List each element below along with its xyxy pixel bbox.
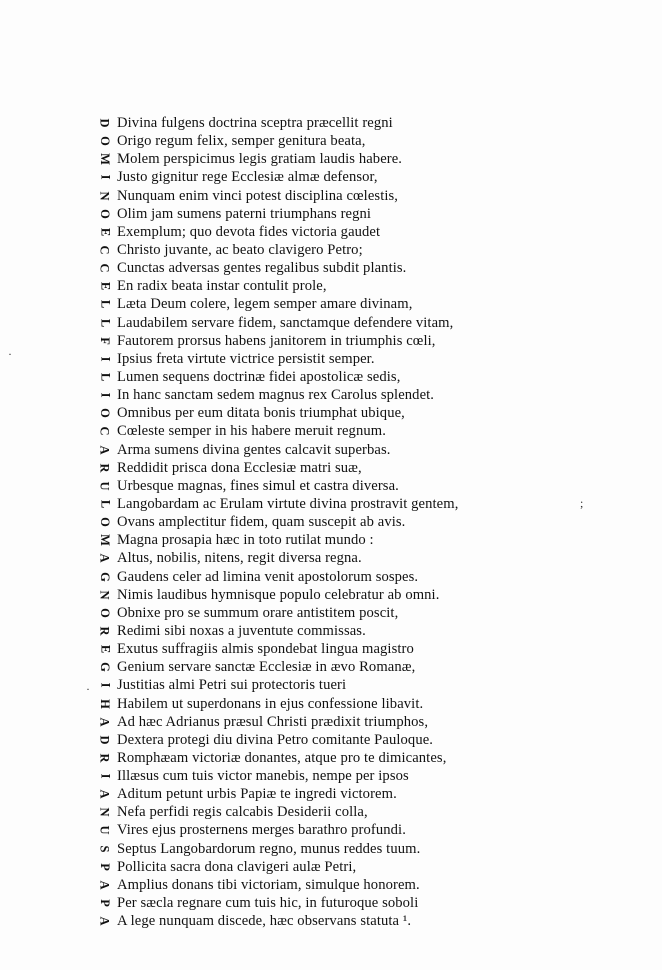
verse-text: Per sæcla regnare cum tuis hic, in futuroque soboli [117,895,419,912]
verse-line [93,150,653,168]
acrostic-letter-glyph: A [98,789,113,799]
verse-line [93,513,653,531]
acrostic-letter [93,531,117,549]
acrostic-letter [93,912,117,930]
verse-text: Ipsius freta virtute victrice persistit semper. [117,350,375,367]
verse-line [93,695,653,713]
acrostic-letter [93,241,117,259]
acrostic-letter-glyph: M [98,534,113,547]
acrostic-letter [93,350,117,368]
verse-text: Exutus suffragiis almis spondebat lingua magistro [117,641,414,658]
acrostic-letter-glyph: A [98,553,113,564]
acrostic-letter [93,894,117,912]
acrostic-letter [93,422,117,440]
acrostic-letter [93,168,117,186]
acrostic-letter-glyph: A [98,445,113,455]
verse-text: Amplius donans tibi victoriam, simulque honorem. [117,876,420,893]
verse-line [93,477,653,495]
acrostic-letter-glyph: R [98,753,113,763]
verse-text: Origo regum felix, semper genitura beata, [117,133,366,150]
verse-line [93,876,653,894]
verse-line [93,259,653,277]
acrostic-letter-glyph: I [98,773,113,779]
verse-text: Genium servare sanctæ Ecclesiæ in ævo Romanæ, [117,659,416,676]
margin-mark: · [8,347,12,361]
verse-line [93,676,653,694]
verse-line [93,731,653,749]
verse-line [93,132,653,150]
verse-text: Gaudens celer ad limina venit apostolorum sospes. [117,568,419,585]
acrostic-letter-glyph: U [98,481,113,491]
acrostic-letter-glyph: D [98,735,113,745]
verse-text: Redimi sibi noxas a juventute commissas. [117,622,366,639]
verse-text: Molem perspicimus legis gratiam laudis habere. [117,151,403,168]
verse-text: Vires ejus prosternens merges barathro profundi. [117,822,406,839]
verse-line [93,422,653,440]
verse-line [93,640,653,658]
verse-line [93,441,653,459]
acrostic-letter-glyph: I [98,175,113,180]
acrostic-letter-glyph: G [98,571,113,582]
verse-line [93,749,653,767]
verse-text: Ovans amplectitur fidem, quam suscepit ab avis. [117,514,406,531]
verse-text: Obnixe pro se summum orare antistitem poscit, [117,604,399,621]
verse-text: Habilem ut superdonans in ejus confessione libavit. [117,695,424,712]
verse-text: En radix beata instar contulit prole, [117,278,327,295]
verse-line [93,586,653,604]
acrostic-letter [93,314,117,332]
acrostic-letter-glyph: L [98,300,113,309]
acrostic-letter [93,205,117,223]
acrostic-letter [93,187,117,205]
verse-text: A lege nunquam discede, hæc observans statuta ¹. [117,913,412,930]
acrostic-letter-glyph: P [98,899,113,907]
acrostic-letter-glyph: O [98,607,113,618]
verse-text: Fautorem prorsus habens janitorem in triumphis cœli, [117,332,436,349]
verse-line [93,658,653,676]
acrostic-poem [93,114,653,930]
verse-text: Urbesque magnas, fines simul et castra diversa. [117,477,399,494]
acrostic-letter-glyph: D [98,118,113,128]
acrostic-letter [93,404,117,422]
verse-text: Olim jam sumens paterni triumphans regni [117,205,372,222]
acrostic-letter-glyph: F [98,336,113,345]
acrostic-letter-glyph: E [98,644,113,654]
acrostic-letter [93,767,117,785]
verse-line [93,840,653,858]
verse-text: Nefa perfidi regis calcabis Desiderii colla, [117,804,368,821]
verse-text: Omnibus per eum ditata bonis triumphat ubique, [117,405,405,422]
acrostic-letter [93,658,117,676]
acrostic-letter-glyph: S [98,845,113,853]
verse-line [93,622,653,640]
acrostic-letter-glyph: C [98,245,113,255]
margin-mark: · [86,682,90,696]
acrostic-letter [93,549,117,567]
acrostic-letter [93,259,117,277]
verse-text: Læta Deum colere, legem semper amare divinam, [117,296,413,313]
verse-text: Arma sumens divina gentes calcavit superbas. [117,441,391,458]
acrostic-letter-glyph: M [98,153,113,166]
acrostic-letter-glyph: A [98,717,113,727]
acrostic-letter [93,749,117,767]
acrostic-letter [93,223,117,241]
verse-text: Exemplum; quo devota fides victoria gaudet [117,223,381,240]
acrostic-letter [93,368,117,386]
acrostic-letter-glyph: O [98,408,113,419]
acrostic-letter-glyph: O [98,208,113,219]
acrostic-letter [93,459,117,477]
acrostic-letter-glyph: L [98,372,113,382]
acrostic-letter [93,876,117,894]
acrostic-letter [93,695,117,713]
acrostic-letter-glyph: A [98,880,113,890]
verse-line [93,803,653,821]
verse-text: Ad hæc Adrianus præsul Christi prædixit triumphos, [117,713,429,730]
verse-text: Altus, nobilis, nitens, regit diversa regna. [117,550,362,567]
verse-line [93,912,653,930]
verse-line [93,277,653,295]
verse-line [93,295,653,313]
acrostic-letter-glyph: L [98,499,113,509]
verse-line [93,894,653,912]
verse-line [93,368,653,386]
acrostic-letter [93,295,117,313]
acrostic-letter [93,803,117,821]
verse-text: Langobardam ac Erulam virtute divina prostravit gentem, [117,495,459,512]
verse-text: In hanc sanctam sedem magnus rex Carolus splendet. [117,387,435,404]
verse-text: Cœleste semper in his habere meruit regnum. [117,423,386,440]
verse-line [93,495,653,513]
verse-text: Dextera protegi diu divina Petro comitante Pauloque. [117,731,434,748]
acrostic-letter [93,676,117,694]
acrostic-letter [93,150,117,168]
acrostic-letter [93,640,117,658]
acrostic-letter [93,731,117,749]
acrostic-letter-glyph: I [98,682,113,688]
verse-text: Lumen sequens doctrinæ fidei apostolicæ sedis, [117,368,401,385]
acrostic-letter-glyph: I [98,392,113,398]
verse-line [93,767,653,785]
acrostic-letter-glyph: C [98,426,113,437]
acrostic-letter-glyph: N [98,191,113,201]
acrostic-letter [93,568,117,586]
acrostic-letter-glyph: R [98,626,113,636]
verse-text: Laudabilem servare fidem, sanctamque defendere vitam, [117,314,454,331]
acrostic-letter [93,386,117,404]
acrostic-letter [93,821,117,839]
acrostic-letter-glyph: A [98,916,113,926]
verse-line [93,604,653,622]
verse-text: Nunquam enim vinci potest disciplina cœlestis, [117,187,399,204]
verse-text: Magna prosapia hæc in toto rutilat mundo : [117,532,374,549]
verse-line [93,114,653,132]
verse-line [93,205,653,223]
acrostic-letter-glyph: G [98,662,113,673]
verse-line [93,459,653,477]
acrostic-letter-glyph: R [98,463,113,473]
verse-line [93,568,653,586]
verse-text: Christo juvante, ac beato clavigero Petro; [117,241,363,258]
acrostic-letter-glyph: O [98,517,113,528]
acrostic-letter-glyph: O [98,136,113,147]
verse-line [93,314,653,332]
verse-text: Divina fulgens doctrina sceptra præcellit regni [117,115,393,131]
verse-line [93,223,653,241]
verse-line [93,549,653,567]
acrostic-letter [93,513,117,531]
acrostic-letter [93,586,117,604]
verse-line [93,187,653,205]
acrostic-letter-glyph: N [98,590,113,600]
verse-text: Aditum petunt urbis Papiæ te ingredi victorem. [117,786,397,803]
verse-line [93,386,653,404]
verse-text: Pollicita sacra dona clavigeri aulæ Petri, [117,858,357,875]
acrostic-letter-glyph: E [98,282,113,291]
verse-line [93,241,653,259]
acrostic-letter-glyph: C [98,263,113,273]
verse-text: Illæsus cum tuis victor manebis, nempe per ipsos [117,768,409,785]
verse-text: Romphæam victoriæ donantes, atque pro te dimicantes, [117,749,447,766]
acrostic-letter [93,277,117,295]
verse-line [93,821,653,839]
acrostic-letter [93,441,117,459]
acrostic-letter [93,713,117,731]
verse-text: Nimis laudibus hymnisque populo celebratur ab omni. [117,586,440,603]
acrostic-letter-glyph: P [98,862,113,871]
verse-line [93,168,653,186]
acrostic-letter [93,132,117,150]
acrostic-letter [93,785,117,803]
verse-text: Justitias almi Petri sui protectoris tueri [117,677,347,694]
acrostic-letter-glyph: U [98,825,113,836]
acrostic-letter [93,495,117,513]
acrostic-letter [93,840,117,858]
acrostic-letter [93,622,117,640]
acrostic-letter [93,114,117,132]
acrostic-letter [93,477,117,495]
verse-line [93,404,653,422]
acrostic-letter-glyph: L [98,318,113,327]
verse-text: Septus Langobardorum regno, munus reddes tuum. [117,840,421,857]
verse-text: Cunctas adversas gentes regalibus subdit plantis. [117,260,407,277]
acrostic-letter-glyph: I [98,356,113,362]
margin-mark: ; [580,496,584,510]
verse-line [93,785,653,803]
verse-text: Justo gignitur rege Ecclesiæ almæ defensor, [117,169,378,186]
acrostic-letter [93,604,117,622]
verse-line [93,858,653,876]
acrostic-letter-glyph: N [98,807,113,817]
verse-line [93,350,653,368]
verse-text: Reddidit prisca dona Ecclesiæ matri suæ, [117,459,362,476]
acrostic-letter [93,332,117,350]
acrostic-letter-glyph: H [98,698,113,709]
acrostic-letter [93,858,117,876]
acrostic-letter-glyph: E [98,227,113,237]
verse-line [93,713,653,731]
verse-line [93,531,653,549]
verse-line [93,332,653,350]
